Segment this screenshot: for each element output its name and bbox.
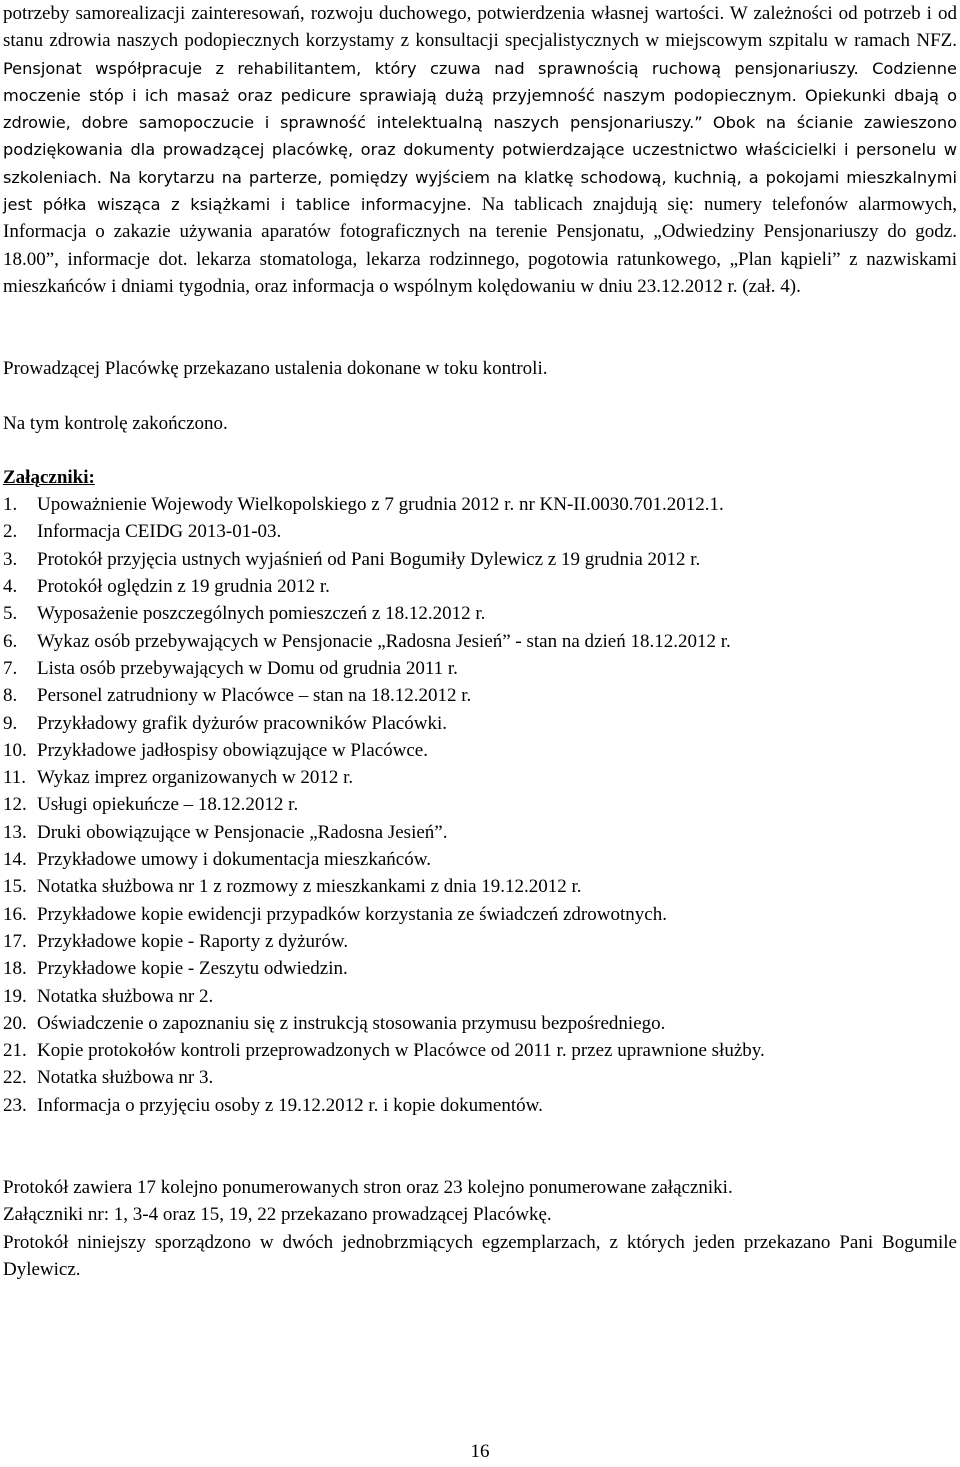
body-text-segment: Na tablicach znajdują się: numery telefonów alarmowych, Informacja o zakazie używania aparatów fotograficznych na terenie Pensjonatu, „Odwiedziny Pensjonariuszy do godz. 18.00”, informacje dot. lekarza stomatologa, lekarza rodzinnego, pogotowia ratunkowego, „Plan kąpieli” z nazwiskami mieszkańców i dniami tygodnia, oraz informacja o wspólnym kolędowaniu w dniu 23.12.2012 r. (zał. 4). — [3, 194, 957, 297]
attachment-item — [3, 1092, 957, 1119]
closing-pages-sentence: Protokół zawiera 17 kolejno ponumerowanych stron oraz 23 kolejno ponumerowane załączniki. — [3, 1176, 733, 1198]
attachments-heading: Załączniki: — [3, 466, 95, 488]
attachment-number: 8. — [3, 685, 18, 707]
attachment-item — [3, 628, 957, 655]
attachment-item — [3, 1010, 957, 1037]
attachment-number: 19. — [3, 985, 27, 1007]
attachment-text: Personel zatrudniony w Placówce – stan na 18.12.2012 r. — [37, 685, 472, 707]
attachment-text: Przykładowe kopie ewidencji przypadków korzystania ze świadczeń zdrowotnych. — [37, 903, 667, 925]
attachment-text: Lista osób przebywających w Domu od grudnia 2011 r. — [37, 657, 458, 679]
handover-line: Prowadzącej Placówkę przekazano ustalenia dokonane w toku kontroli. — [3, 358, 548, 380]
attachment-item — [3, 955, 957, 982]
body-text-segment: Pensjonat współpracuje z rehabilitantem, który czuwa nad sprawnością ruchową pensjonariuszy. Codzienne moczenie stóp i ich masaż oraz pedicure sprawiają dużą przyjemność naszym podopiecznym. Opiekunki dbają o zdrowie, dobre samopoczucie i sprawność intelektualną naszych pensjonariuszy.” — [3, 58, 957, 133]
closing-paragraph — [3, 1174, 957, 1283]
attachment-text: Notatka służbowa nr 1 z rozmowy z mieszkankami z dnia 19.12.2012 r. — [37, 876, 582, 898]
attachment-number: 10. — [3, 739, 27, 761]
attachment-item — [3, 600, 957, 627]
attachment-item — [3, 546, 957, 573]
attachment-item — [3, 928, 957, 955]
attachment-item — [3, 764, 957, 791]
attachment-number: 5. — [3, 603, 18, 625]
body-text-segment — [703, 112, 713, 133]
attachment-text: Protokół przyjęcia ustnych wyjaśnień od Pani Bogumiły Dylewicz z 19 grudnia 2012 r. — [37, 548, 701, 570]
attachment-number: 18. — [3, 958, 27, 980]
spacer — [3, 300, 957, 355]
attachment-number: 4. — [3, 576, 18, 598]
document-page — [3, 0, 957, 1283]
attachment-number: 9. — [3, 712, 18, 734]
page-number: 16 — [470, 1441, 490, 1462]
attachment-item — [3, 1064, 957, 1091]
attachment-number: 11. — [3, 767, 27, 789]
attachment-text: Upoważnienie Wojewody Wielkopolskiego z 7 grudnia 2012 r. nr KN-II.0030.701.2012.1. — [37, 494, 724, 516]
attachment-text: Oświadczenie o zapoznaniu się z instrukcją stosowania przymusu bezpośredniego. — [37, 1012, 666, 1034]
attachment-text: Wykaz osób przebywających w Pensjonacie „Radosna Jesień” - stan na dzień 18.12.2012 r. — [37, 630, 731, 652]
attachment-item — [3, 819, 957, 846]
attachment-text: Protokół oględzin z 19 grudnia 2012 r. — [37, 576, 330, 598]
attachment-number: 22. — [3, 1067, 27, 1089]
attachment-number: 2. — [3, 521, 18, 543]
attachment-text: Przykładowe kopie - Raporty z dyżurów. — [37, 930, 349, 952]
attachment-number: 20. — [3, 1012, 27, 1034]
attachment-text: Informacja CEIDG 2013-01-03. — [37, 521, 282, 543]
attachment-item — [3, 737, 957, 764]
spacer — [3, 383, 957, 410]
attachment-number: 23. — [3, 1094, 27, 1116]
attachment-number: 7. — [3, 657, 18, 679]
attachment-number: 12. — [3, 794, 27, 816]
attachment-item — [3, 491, 957, 518]
attachment-item — [3, 655, 957, 682]
spacer — [3, 437, 957, 464]
attachment-number: 1. — [3, 494, 18, 516]
attachment-item — [3, 901, 957, 928]
attachment-text: Przykładowe umowy i dokumentacja mieszkańców. — [37, 849, 431, 871]
attachment-text: Przykładowe kopie - Zeszytu odwiedzin. — [37, 958, 348, 980]
attachment-item — [3, 518, 957, 545]
attachment-text: Notatka służbowa nr 2. — [37, 985, 214, 1007]
attachment-item — [3, 983, 957, 1010]
attachment-text: Przykładowe jadłospisy obowiązujące w Placówce. — [37, 739, 428, 761]
body-paragraph — [3, 0, 957, 300]
attachment-text: Wykaz imprez organizowanych w 2012 r. — [37, 767, 354, 789]
closing-handed-sentence: Załączniki nr: 1, 3-4 oraz 15, 19, 22 przekazano prowadzącej Placówkę. — [3, 1204, 552, 1226]
attachment-number: 16. — [3, 903, 27, 925]
closing-copies-sentence: Protokół niniejszy sporządzono w dwóch jednobrzmiących egzemplarzach, z których jeden przekazano Pani Bogumile Dylewicz. — [3, 1231, 957, 1280]
body-text-segment: potrzeby samorealizacji zainteresowań, rozwoju duchowego, potwierdzenia własnej wartości. W zależności od potrzeb i od stanu zdrowia naszych podopiecznych korzystamy z konsultacji specjalistycznych w miejscowym szpitalu w ramach NFZ. — [3, 3, 957, 52]
attachment-number: 6. — [3, 630, 18, 652]
attachment-item — [3, 682, 957, 709]
attachment-text: Notatka służbowa nr 3. — [37, 1067, 214, 1089]
attachment-item — [3, 791, 957, 818]
body-text-segment: Obok na ścianie zawieszono podziękowania dla prowadzącej placówkę, oraz dokumenty potwierdzające uczestnictwo właścicielki i personelu w szkoleniach. Na korytarzu na parterze, pomiędzy wyjściem na klatkę schodową, kuchnią, a pokojami mieszkalnymi jest półka wisząca z książkami i tablice informacyjne. — [3, 113, 957, 215]
end-line: Na tym kontrolę zakończono. — [3, 412, 228, 434]
attachment-item — [3, 573, 957, 600]
attachment-text: Informacja o przyjęciu osoby z 19.12.2012 r. i kopie dokumentów. — [37, 1094, 543, 1116]
attachments-list — [3, 491, 957, 1119]
attachment-number: 3. — [3, 548, 18, 570]
attachment-number: 15. — [3, 876, 27, 898]
attachment-item — [3, 846, 957, 873]
attachment-text: Kopie protokołów kontroli przeprowadzonych w Placówce od 2011 r. przez uprawnione służby. — [37, 1040, 765, 1062]
attachment-number: 13. — [3, 821, 27, 843]
attachment-number: 17. — [3, 930, 27, 952]
attachment-item — [3, 873, 957, 900]
attachment-number: 21. — [3, 1040, 27, 1062]
attachment-number: 14. — [3, 849, 27, 871]
attachment-text: Druki obowiązujące w Pensjonacie „Radosna Jesień”. — [37, 821, 448, 843]
attachment-text: Usługi opiekuńcze – 18.12.2012 r. — [37, 794, 299, 816]
spacer — [3, 1119, 957, 1174]
attachment-item — [3, 710, 957, 737]
attachment-item — [3, 1037, 957, 1064]
attachment-text: Przykładowy grafik dyżurów pracowników Placówki. — [37, 712, 447, 734]
attachment-text: Wyposażenie poszczególnych pomieszczeń z 18.12.2012 r. — [37, 603, 486, 625]
